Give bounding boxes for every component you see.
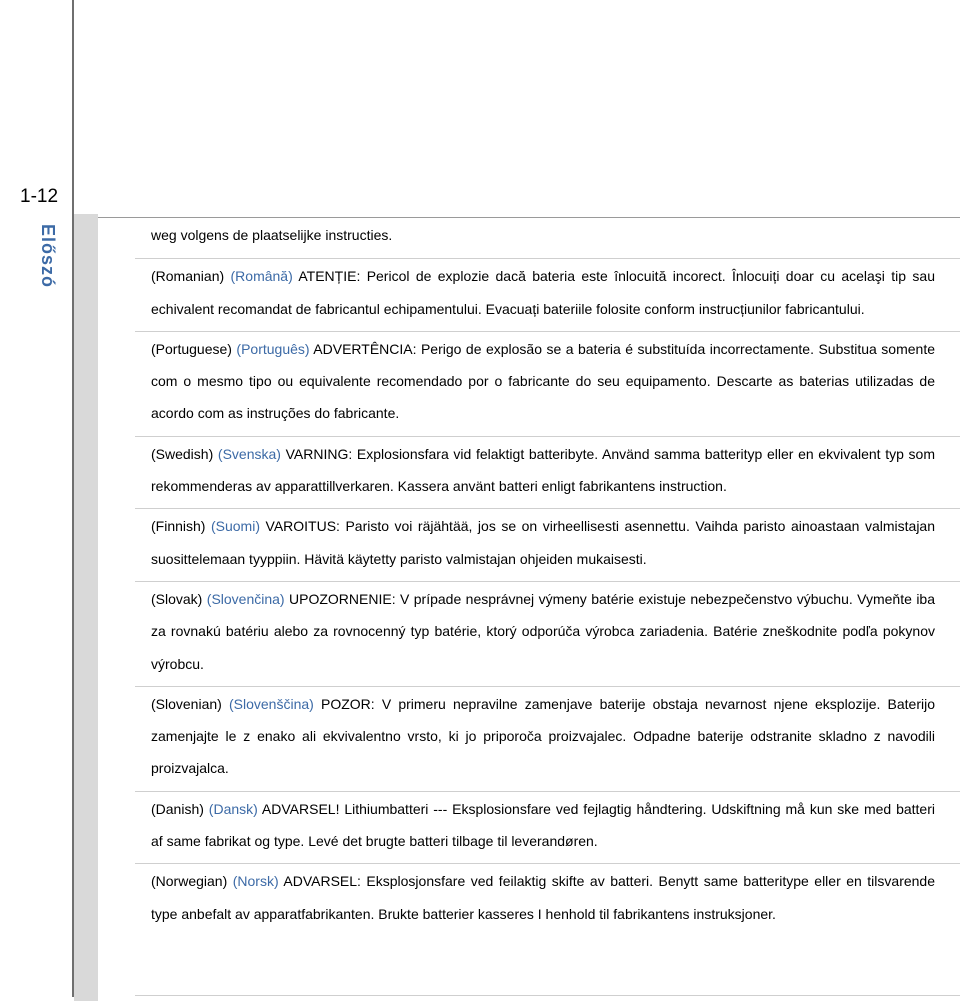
warning-text: ADVARSEL! Lithiumbatteri --- Eksplosionsfare ved fejlagtig håndtering. Udskiftning må kun ske med batteri af same fabrikat og type. Levé det brugte batteri tilbage til leverandøren.: [151, 800, 935, 850]
warning-text: ATENȚIE: Pericol de explozie dacă bateria este înlocuită incorect. Înlocuiți doar cu acelaşi tip sau echivalent recomandat de fabricantul echipamentului. Evacuați bateriile folosite conform instrucțiunilor fabricantului.: [151, 268, 935, 317]
language-name: (Finnish): [151, 518, 206, 535]
language-name: (Norwegian): [151, 873, 228, 890]
intro-paragraph: [151, 218, 935, 259]
language-name: (Swedish): [151, 445, 214, 462]
native-language-name: (Svenska): [217, 445, 281, 462]
native-language-name: (Slovenčina): [206, 590, 285, 607]
language-name: (Romanian): [151, 268, 225, 285]
native-language-name: (Norsk): [232, 873, 279, 890]
warning-text: VARNING: Explosionsfara vid felaktigt batteribyte. Använd samma batterityp eller en ekvivalent typ som rekommenderas av apparattillverkaren. Kassera använt batteri enligt fabrikantens instruction.: [151, 445, 936, 495]
warning-text: UPOZORNENIE: V prípade nesprávnej výmeny batérie existuje nebezpečenstvo výbuchu. Vymeňte iba za rovnakú batériu alebo za rovnocenný typ batérie, ktorý odporúča výrobca zariadenia. Batérie zneškodnite podľa pokynov výrobcu.: [151, 590, 935, 672]
warning-slovak: [151, 582, 935, 687]
warning-norwegian: [151, 864, 935, 937]
warning-portuguese: [151, 332, 935, 437]
warning-text: VAROITUS: Paristo voi räjähtää, jos se on virheellisesti asennettu. Vaihda paristo ainoastaan valmistajan suosittelemaan tyyppiin. Hävitä käytetty paristo valmistajan ohjeiden mukaisesti.: [151, 518, 935, 567]
document-body: [151, 218, 935, 937]
warning-finnish: [151, 509, 935, 582]
language-name: (Portuguese): [151, 340, 232, 357]
warning-romanian: [151, 259, 935, 332]
warning-text: POZOR: V primeru nepravilne zamenjave baterije obstaja nevarnost njene eksplozije. Baterijo zamenjajte le z enako ali ekvivalentno vrsto, ki jo priporoča proizvajalec. Odpadne baterije odstranite skladno z navodili proizvajalca.: [151, 695, 936, 777]
native-language-name: (Dansk): [208, 800, 258, 817]
warning-swedish: [151, 437, 935, 510]
warning-danish: [151, 792, 935, 865]
native-language-name: (Română): [230, 268, 293, 285]
language-name: (Danish): [151, 800, 204, 817]
language-name: (Slovak): [151, 590, 203, 607]
intro-text: weg volgens de plaatselijke instructies.: [151, 227, 393, 243]
native-language-name: (Português): [236, 340, 310, 357]
side-band: [74, 214, 98, 1001]
warning-text: ADVERTÊNCIA: Perigo de explosão se a bateria é substituída incorrectamente. Substitua somente com o mesmo tipo ou equivalente recomendado por o fabricante do seu equipamento. Descarte as baterias utilizadas de acordo com as instruções do fabricante.: [151, 340, 935, 422]
language-name: (Slovenian): [151, 695, 222, 712]
bottom-rule: [135, 995, 960, 996]
page-number: 1-12: [20, 186, 59, 207]
section-label: Előszó: [38, 224, 58, 289]
native-language-name: (Slovenščina): [229, 695, 314, 712]
native-language-name: (Suomi): [210, 518, 260, 535]
warning-slovenian: [151, 687, 935, 792]
warning-text: ADVARSEL: Eksplosjonsfare ved feilaktig skifte av batteri. Benytt same batteritype eller en tilsvarende type anbefalt av apparatfabrikanten. Brukte batterier kasseres I henhold til fabrikantens instruksjoner.: [151, 873, 935, 922]
